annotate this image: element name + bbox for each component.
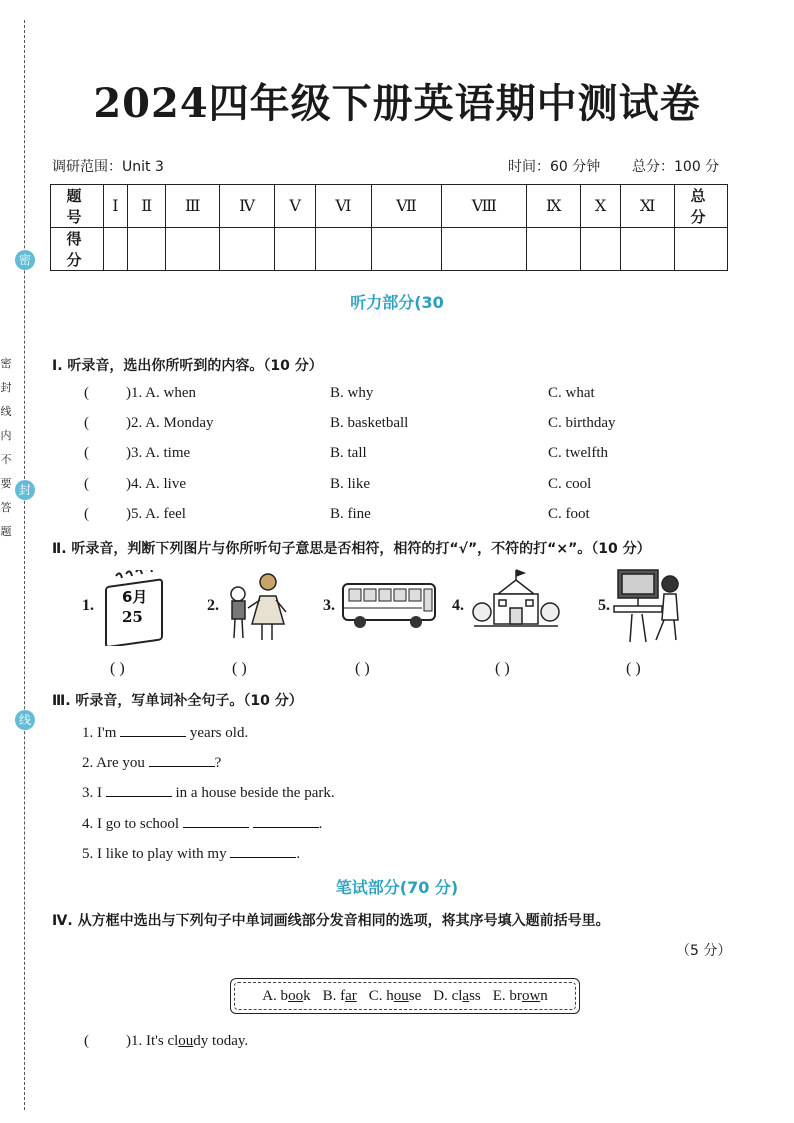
word-option: C. house <box>368 987 422 1004</box>
calendar-icon <box>100 570 172 646</box>
answer-paren[interactable]: ( ) <box>232 660 247 677</box>
total-label: 总分：100 分 <box>632 159 720 175</box>
listening-section-title: 听力部分(30 <box>350 293 444 312</box>
col-header: Ⅶ <box>371 185 441 228</box>
score-cell[interactable] <box>675 228 728 271</box>
word-options-box <box>230 978 580 1014</box>
picture-number: 1. <box>82 597 94 614</box>
q1-heading: Ⅰ. 听录音，选出你所听到的内容。（10 分） <box>52 358 323 374</box>
q3-item <box>82 813 322 833</box>
q4-points: （5 分） <box>676 943 732 959</box>
sentence-end: dy today. <box>193 1033 249 1049</box>
option-a: )2. A. Monday <box>126 415 214 431</box>
q3-item <box>82 752 221 772</box>
answer-blank[interactable] <box>253 813 319 828</box>
option-b: B. like <box>330 476 370 492</box>
q1-item <box>84 476 186 493</box>
option-b: B. fine <box>330 506 371 522</box>
word-option: A. book <box>262 987 311 1004</box>
answer-paren[interactable]: ( <box>84 506 89 522</box>
score-cell[interactable] <box>442 228 527 271</box>
answer-paren[interactable]: ( ) <box>495 660 510 677</box>
sentence-start: 2. Are you <box>82 755 145 771</box>
answer-paren[interactable]: ( <box>84 415 89 431</box>
col-header: Ⅲ <box>166 185 219 228</box>
answer-paren[interactable]: ( ) <box>110 660 125 677</box>
calendar-month: 6月 <box>122 588 148 606</box>
binding-notice: 密 封 线 内 不 要 答 题 <box>0 357 12 538</box>
sentence-start: )1. It's cl <box>126 1033 179 1049</box>
answer-blank[interactable] <box>120 722 186 737</box>
sentence-end: in a house beside the park. <box>175 785 335 801</box>
picture-number: 5. <box>598 597 610 614</box>
answer-blank[interactable] <box>230 843 296 858</box>
sentence-start: 4. I go to school <box>82 816 180 832</box>
word-option: D. class <box>433 987 481 1004</box>
score-table <box>50 184 728 271</box>
option-c: C. cool <box>548 476 592 492</box>
col-header: Ⅱ <box>127 185 166 228</box>
row-label-score: 得 分 <box>51 228 104 271</box>
picture-number: 3. <box>323 597 335 614</box>
q4-heading: Ⅳ. 从方框中选出与下列句子中单词画线部分发音相同的选项，将其序号填入题前括号里。 <box>52 913 610 929</box>
col-header: Ⅸ <box>527 185 580 228</box>
answer-paren[interactable]: ( <box>84 445 89 461</box>
q1-item <box>84 445 190 462</box>
q3-item <box>82 843 300 863</box>
option-a: )5. A. feel <box>126 506 186 522</box>
col-header: Ⅹ <box>580 185 620 228</box>
option-c: C. twelfth <box>548 445 608 461</box>
q4-item <box>84 1033 248 1050</box>
score-cell[interactable] <box>275 228 316 271</box>
score-cell[interactable] <box>527 228 580 271</box>
time-label: 时间：60 分钟 <box>508 159 601 175</box>
option-b: B. tall <box>330 445 367 461</box>
calendar-day: 25 <box>122 608 143 626</box>
word-option: B. far <box>322 987 357 1004</box>
score-cell[interactable] <box>316 228 372 271</box>
answer-paren[interactable]: ( <box>84 1033 89 1049</box>
score-cell[interactable] <box>371 228 441 271</box>
scope-label: 调研范围：Unit 3 <box>52 159 164 175</box>
option-c: C. foot <box>548 506 590 522</box>
binding-dashed-line <box>24 20 25 1110</box>
sentence-end: . <box>296 846 301 862</box>
col-header: Ⅵ <box>316 185 372 228</box>
col-header: Ⅺ <box>621 185 675 228</box>
page-title: 2024四年级下册英语期中测试卷 <box>93 80 701 127</box>
answer-blank[interactable] <box>149 752 215 767</box>
col-header: Ⅷ <box>442 185 527 228</box>
binding-mark-xian: 线 <box>15 710 35 730</box>
sentence-end: ? <box>214 755 222 771</box>
sentence-end: years old. <box>189 725 249 741</box>
col-header: Ⅳ <box>219 185 274 228</box>
writing-section-title: 笔试部分(70 分) <box>335 878 459 897</box>
bus-icon <box>340 580 440 632</box>
q1-item <box>84 506 186 523</box>
option-c: C. birthday <box>548 415 616 431</box>
q1-item <box>84 415 214 432</box>
sentence-start: 5. I like to play with my <box>82 846 227 862</box>
school-building-icon <box>472 568 560 630</box>
score-cell[interactable] <box>104 228 128 271</box>
binding-mark-feng: 封 <box>15 480 35 500</box>
answer-blank[interactable] <box>183 813 249 828</box>
answer-blank[interactable] <box>106 782 172 797</box>
picture-number: 4. <box>452 597 464 614</box>
answer-paren[interactable]: ( <box>84 476 89 492</box>
q3-item <box>82 782 335 802</box>
q1-item <box>84 385 196 402</box>
binding-mark-mi: 密 <box>15 250 35 270</box>
boy-and-girl-icon <box>222 568 294 644</box>
q2-heading: Ⅱ. 听录音，判断下列图片与你所听句子意思是否相符，相符的打“√”，不符的打“×”。（10 分） <box>52 541 651 557</box>
q3-item <box>82 722 248 742</box>
underlined-part: ou <box>178 1033 194 1049</box>
score-cell[interactable] <box>621 228 675 271</box>
sentence-end: . <box>318 816 323 832</box>
col-header: Ⅰ <box>104 185 128 228</box>
option-a: )1. A. when <box>126 385 196 401</box>
row-label-question: 题 号 <box>51 185 104 228</box>
option-b: B. why <box>330 385 374 401</box>
option-a: )4. A. live <box>126 476 186 492</box>
option-a: )3. A. time <box>126 445 191 461</box>
q3-heading: Ⅲ. 听录音，写单词补全句子。（10 分） <box>52 693 303 709</box>
word-option: E. brown <box>492 987 548 1004</box>
option-c: C. what <box>548 385 595 401</box>
answer-paren[interactable]: ( ) <box>626 660 641 677</box>
picture-number: 2. <box>207 597 219 614</box>
score-cell[interactable] <box>127 228 166 271</box>
col-header: Ⅴ <box>275 185 316 228</box>
score-cell[interactable] <box>166 228 219 271</box>
answer-paren[interactable]: ( <box>84 385 89 401</box>
col-header-total: 总 分 <box>675 185 728 228</box>
sentence-start: 3. I <box>82 785 102 801</box>
answer-paren[interactable]: ( ) <box>355 660 370 677</box>
score-cell[interactable] <box>219 228 274 271</box>
sentence-start: 1. I'm <box>82 725 117 741</box>
computer-user-icon <box>612 566 688 646</box>
score-cell[interactable] <box>580 228 620 271</box>
option-b: B. basketball <box>330 415 409 431</box>
